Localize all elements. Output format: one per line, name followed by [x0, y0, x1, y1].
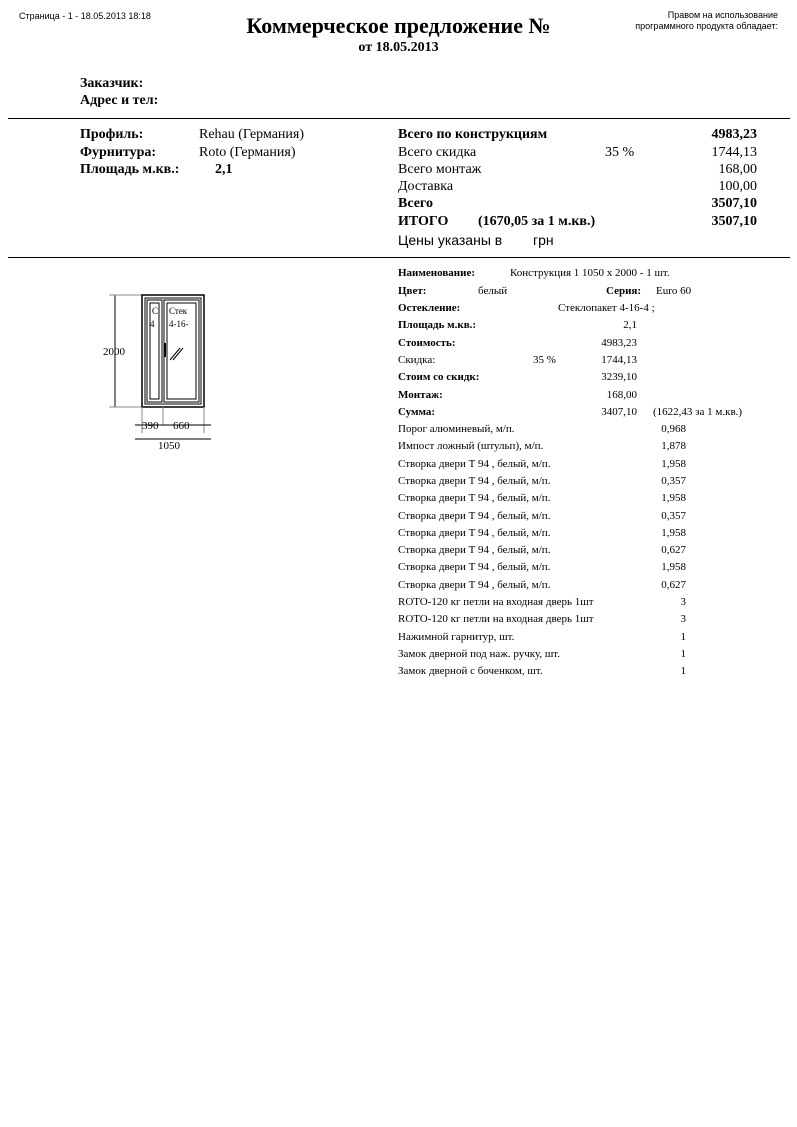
- height-dim-label: 2000: [103, 346, 125, 358]
- glazing-label: Остекление:: [398, 302, 461, 314]
- discount-value: 1744,13: [601, 354, 637, 366]
- divider-top: [8, 118, 790, 119]
- item-name: Створка двери T 94 , белый, м/п.: [398, 457, 551, 470]
- left-glass-label: С: [152, 306, 159, 316]
- total-width-label: 1050: [158, 440, 180, 452]
- profile-label: Профиль:: [80, 127, 144, 142]
- item-name: Замок дверной под наж. ручку, шт.: [398, 647, 561, 660]
- glazing-value: Стеклопакет 4-16-4 ;: [558, 302, 655, 314]
- item-name: Створка двери T 94 , белый, м/п.: [398, 492, 551, 505]
- area-label: Площадь м.кв.:: [80, 162, 180, 177]
- construction-name-value: Конструкция 1 1050 x 2000 - 1 шт.: [510, 267, 670, 279]
- discount-percent: 35 %: [533, 354, 556, 366]
- discount-total-label: Всего скидка: [398, 145, 477, 160]
- item-name: ROTO-120 кг петли на входная дверь 1шт: [398, 596, 594, 608]
- item-name: Створка двери T 94 , белый, м/п.: [398, 509, 551, 522]
- color-value: белый: [478, 285, 508, 297]
- construction-area-value: 2,1: [623, 319, 637, 331]
- rights-line-1: Правом на использование: [667, 10, 778, 20]
- install-value: 168,00: [606, 389, 637, 401]
- item-name: Створка двери T 94 , белый, м/п.: [398, 474, 551, 487]
- address-label: Адрес и тел:: [80, 93, 159, 108]
- constructions-total-value: 4983,23: [711, 127, 757, 142]
- item-name: Порог алюминевый, м/п.: [398, 423, 515, 435]
- item-name: ROTO-120 кг петли на входная дверь 1шт: [398, 613, 594, 626]
- item-name: Створка двери T 94 , белый, м/п.: [398, 561, 551, 574]
- item-qty: 1: [680, 665, 686, 678]
- construction-area-label: Площадь м.кв.:: [398, 319, 477, 331]
- currency-label: Цены указаны в: [398, 232, 503, 248]
- grand-total-per-m2: (1670,05 за 1 м.кв.): [478, 214, 596, 229]
- item-qty: 1: [680, 630, 686, 643]
- left-glass-label-2: 4: [150, 319, 155, 329]
- sum-value: 3407,10: [601, 406, 637, 418]
- right-width-label: 660: [173, 420, 190, 432]
- fittings-label: Фурнитура:: [80, 145, 157, 160]
- discount-total-percent: 35 %: [605, 145, 635, 160]
- delivery-label: Доставка: [398, 179, 454, 194]
- cost-label: Стоимость:: [398, 337, 456, 349]
- item-qty: 1,958: [661, 457, 686, 470]
- color-label: Цвет:: [398, 285, 427, 297]
- install-total-label: Всего монтаж: [398, 162, 482, 177]
- discounted-value: 3239,10: [601, 371, 637, 383]
- constructions-total-label: Всего по конструкциям: [398, 127, 548, 142]
- right-glass-label: Стек: [169, 306, 188, 316]
- item-qty: 0,357: [661, 474, 686, 487]
- currency-value: грн: [533, 232, 554, 248]
- fittings-value: Roto (Германия): [199, 145, 296, 160]
- delivery-value: 100,00: [718, 179, 757, 194]
- total-value: 3507,10: [711, 196, 757, 211]
- item-name: Замок дверной с боченком, шт.: [398, 665, 543, 678]
- item-qty: 0,627: [661, 544, 686, 557]
- item-name: Импост ложный (штульп), м/п.: [398, 440, 544, 453]
- item-qty: 3: [680, 596, 686, 608]
- page-title: Коммерческое предложение №: [246, 13, 551, 38]
- item-qty: 3: [680, 613, 686, 626]
- divider-middle: [8, 257, 790, 258]
- item-qty: 0,627: [661, 578, 686, 591]
- item-qty: 1: [680, 647, 686, 660]
- door-drawing: [95, 285, 225, 460]
- series-value: Euro 60: [656, 285, 692, 297]
- customer-label: Заказчик:: [80, 76, 144, 91]
- page-info: Страница - 1 - 18.05.2013 18:18: [19, 11, 151, 21]
- item-qty: 1,958: [661, 526, 686, 539]
- grand-total-value: 3507,10: [711, 214, 757, 229]
- sum-per-m2: (1622,43 за 1 м.кв.): [653, 406, 743, 418]
- item-qty: 1,878: [661, 440, 686, 453]
- cost-value: 4983,23: [601, 337, 637, 349]
- item-name: Створка двери T 94 , белый, м/п.: [398, 526, 551, 539]
- construction-name-label: Наименование:: [398, 267, 475, 279]
- item-qty: 0,357: [661, 509, 686, 522]
- area-value: 2,1: [215, 162, 233, 177]
- discount-total-value: 1744,13: [711, 145, 757, 160]
- item-name: Створка двери T 94 , белый, м/п.: [398, 578, 551, 591]
- discount-label: Скидка:: [398, 354, 436, 366]
- right-glass-label-2: 4-16-: [169, 319, 189, 329]
- document-date: от 18.05.2013: [358, 40, 439, 55]
- sum-label: Сумма:: [398, 406, 436, 418]
- install-total-value: 168,00: [718, 162, 757, 177]
- series-label: Серия:: [606, 285, 642, 297]
- item-qty: 1,958: [661, 492, 686, 505]
- discounted-label: Стоим со скидк:: [398, 371, 480, 383]
- left-width-label: 390: [142, 420, 159, 432]
- profile-value: Rehau (Германия): [199, 127, 305, 142]
- grand-total-label: ИТОГО: [398, 214, 449, 229]
- item-qty: 0,968: [661, 423, 686, 435]
- item-qty: 1,958: [661, 561, 686, 574]
- total-label: Всего: [398, 196, 433, 211]
- item-name: Створка двери T 94 , белый, м/п.: [398, 544, 551, 557]
- install-label: Монтаж:: [398, 389, 443, 401]
- item-name: Нажимной гарнитур, шт.: [398, 630, 515, 643]
- rights-line-2: программного продукта обладает:: [635, 21, 778, 31]
